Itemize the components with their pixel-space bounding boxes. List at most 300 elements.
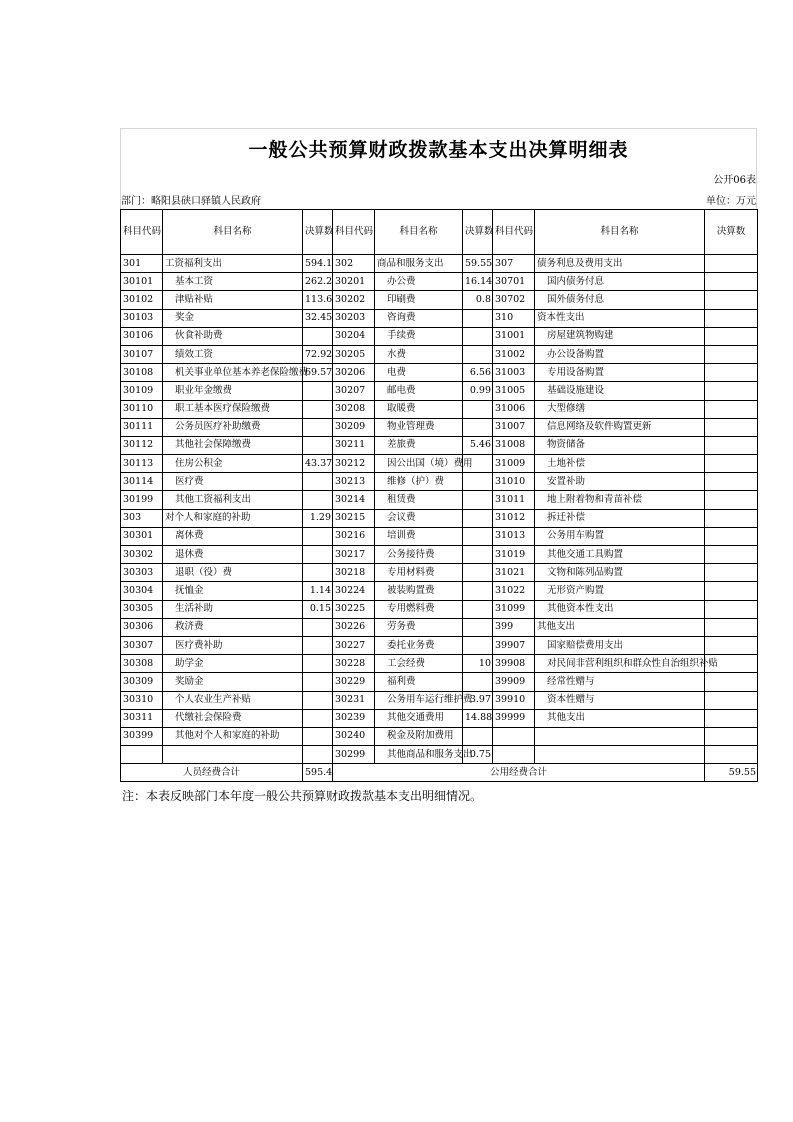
cell-code-3: 31022 <box>493 582 535 600</box>
header-amount-3: 决算数 <box>705 210 758 255</box>
cell-code-1: 30110 <box>121 400 163 418</box>
report-title: 一般公共预算财政拨款基本支出决算明细表 <box>248 138 629 161</box>
header-name-2: 科目名称 <box>375 210 463 255</box>
cell-amount-2 <box>463 564 493 582</box>
cell-code-1: 30102 <box>121 291 163 309</box>
cell-amount-1: 32.45 <box>303 309 333 327</box>
cell-name-2: 印刷费 <box>375 291 463 309</box>
cell-name-1: 职工基本医疗保险缴费 <box>163 400 303 418</box>
table-row <box>121 582 758 600</box>
cell-name-1: 对个人和家庭的补助 <box>163 509 303 527</box>
cell-code-1: 30310 <box>121 691 163 709</box>
table-row <box>121 400 758 418</box>
table-row <box>121 746 758 764</box>
table-row <box>121 455 758 473</box>
cell-name-2: 工会经费 <box>375 655 463 673</box>
cell-name-1: 退职（役）费 <box>163 564 303 582</box>
cell-code-2: 30240 <box>333 727 375 745</box>
cell-name-3: 专用设备购置 <box>535 364 705 382</box>
cell-code-1: 30113 <box>121 455 163 473</box>
cell-name-3: 信息网络及软件购置更新 <box>535 418 705 436</box>
table-row <box>121 709 758 727</box>
cell-code-1: 30199 <box>121 491 163 509</box>
cell-name-1: 基本工资 <box>163 273 303 291</box>
cell-amount-3 <box>705 727 758 745</box>
cell-code-3: 31007 <box>493 418 535 436</box>
cell-code-2: 30229 <box>333 673 375 691</box>
table-row <box>121 473 758 491</box>
cell-name-3: 资本性赠与 <box>535 691 705 709</box>
cell-amount-2 <box>463 546 493 564</box>
cell-amount-3 <box>705 636 758 654</box>
cell-name-1: 伙食补助费 <box>163 327 303 345</box>
cell-amount-1: 0.15 <box>303 600 333 618</box>
cell-name-2: 租赁费 <box>375 491 463 509</box>
cell-amount-1: 1.14 <box>303 582 333 600</box>
cell-name-1: 奖励金 <box>163 673 303 691</box>
cell-amount-3 <box>705 491 758 509</box>
cell-amount-1 <box>303 546 333 564</box>
cell-amount-1 <box>303 618 333 636</box>
cell-amount-2 <box>463 491 493 509</box>
cell-code-3: 31003 <box>493 364 535 382</box>
cell-code-3: 39907 <box>493 636 535 654</box>
report-sheet <box>120 128 757 804</box>
table-row <box>121 673 758 691</box>
table-row <box>121 418 758 436</box>
cell-amount-3 <box>705 291 758 309</box>
cell-name-3: 债务利息及费用支出 <box>535 255 705 273</box>
cell-amount-3 <box>705 436 758 454</box>
cell-amount-2: 6.56 <box>463 364 493 382</box>
header-name-1: 科目名称 <box>163 210 303 255</box>
cell-amount-2 <box>463 727 493 745</box>
cell-amount-2 <box>463 473 493 491</box>
cell-name-2: 会议费 <box>375 509 463 527</box>
cell-code-2: 30206 <box>333 364 375 382</box>
cell-name-1: 其他工资福利支出 <box>163 491 303 509</box>
cell-name-1: 职业年金缴费 <box>163 382 303 400</box>
cell-amount-1 <box>303 473 333 491</box>
cell-name-2: 其他交通费用 <box>375 709 463 727</box>
cell-code-2: 30299 <box>333 746 375 764</box>
cell-name-3: 公务用车购置 <box>535 527 705 545</box>
cell-amount-1 <box>303 673 333 691</box>
cell-name-3: 其他交通工具购置 <box>535 546 705 564</box>
cell-name-1: 机关事业单位基本养老保险缴费 <box>163 364 303 382</box>
cell-amount-1 <box>303 636 333 654</box>
cell-code-2: 302 <box>333 255 375 273</box>
cell-name-2: 税金及附加费用 <box>375 727 463 745</box>
cell-code-1: 30304 <box>121 582 163 600</box>
cell-name-2: 取暖费 <box>375 400 463 418</box>
cell-code-1: 30307 <box>121 636 163 654</box>
cell-name-1: 医疗费补助 <box>163 636 303 654</box>
personnel-total-label: 人员经费合计 <box>121 764 303 782</box>
cell-code-3: 31099 <box>493 600 535 618</box>
cell-name-2: 手续费 <box>375 327 463 345</box>
cell-code-1: 30301 <box>121 527 163 545</box>
cell-name-3: 办公设备购置 <box>535 345 705 363</box>
cell-name-3: 物资储备 <box>535 436 705 454</box>
personnel-total-value: 595.4 <box>303 764 333 782</box>
cell-amount-2 <box>463 582 493 600</box>
cell-amount-3 <box>705 455 758 473</box>
cell-amount-2 <box>463 327 493 345</box>
cell-code-3: 399 <box>493 618 535 636</box>
cell-code-3: 31002 <box>493 345 535 363</box>
cell-code-2: 30214 <box>333 491 375 509</box>
cell-code-2: 30228 <box>333 655 375 673</box>
cell-amount-3 <box>705 364 758 382</box>
table-row <box>121 291 758 309</box>
table-row <box>121 600 758 618</box>
table-row <box>121 509 758 527</box>
cell-code-1: 30106 <box>121 327 163 345</box>
cell-code-2: 30213 <box>333 473 375 491</box>
cell-code-2: 30227 <box>333 636 375 654</box>
cell-code-3: 31019 <box>493 546 535 564</box>
cell-code-3: 31009 <box>493 455 535 473</box>
cell-amount-1 <box>303 400 333 418</box>
cell-amount-2 <box>463 418 493 436</box>
cell-name-3: 地上附着物和青苗补偿 <box>535 491 705 509</box>
cell-name-2: 公务用车运行维护费 <box>375 691 463 709</box>
cell-code-1: 30112 <box>121 436 163 454</box>
meta-row <box>120 189 757 209</box>
cell-amount-1 <box>303 491 333 509</box>
cell-name-1: 个人农业生产补贴 <box>163 691 303 709</box>
cell-amount-3 <box>705 582 758 600</box>
cell-name-2: 电费 <box>375 364 463 382</box>
cell-amount-1 <box>303 691 333 709</box>
cell-amount-1 <box>303 418 333 436</box>
cell-code-3: 30702 <box>493 291 535 309</box>
cell-amount-3 <box>705 691 758 709</box>
cell-amount-1 <box>303 436 333 454</box>
table-row <box>121 618 758 636</box>
cell-name-1: 津贴补贴 <box>163 291 303 309</box>
header-amount-1: 决算数 <box>303 210 333 255</box>
table-row <box>121 527 758 545</box>
table-header-row <box>121 210 758 255</box>
cell-code-2: 30231 <box>333 691 375 709</box>
table-row <box>121 564 758 582</box>
cell-name-1: 住房公积金 <box>163 455 303 473</box>
cell-code-3: 30701 <box>493 273 535 291</box>
cell-code-2: 30211 <box>333 436 375 454</box>
cell-code-1: 30306 <box>121 618 163 636</box>
table-row <box>121 255 758 273</box>
table-row <box>121 364 758 382</box>
cell-code-1: 30309 <box>121 673 163 691</box>
cell-amount-3 <box>705 527 758 545</box>
cell-amount-2 <box>463 636 493 654</box>
table-row <box>121 345 758 363</box>
cell-code-3: 307 <box>493 255 535 273</box>
cell-code-1: 30303 <box>121 564 163 582</box>
cell-amount-2: 10 <box>463 655 493 673</box>
header-code-3: 科目代码 <box>493 210 535 255</box>
expenditure-table <box>120 209 758 782</box>
cell-name-3: 房屋建筑物购建 <box>535 327 705 345</box>
cell-name-2: 咨询费 <box>375 309 463 327</box>
cell-name-3: 基础设施建设 <box>535 382 705 400</box>
cell-name-1: 奖金 <box>163 309 303 327</box>
header-code-2: 科目代码 <box>333 210 375 255</box>
cell-name-3 <box>535 727 705 745</box>
cell-code-1: 30103 <box>121 309 163 327</box>
cell-name-3: 大型修缮 <box>535 400 705 418</box>
cell-code-1: 30305 <box>121 600 163 618</box>
cell-name-1: 其他对个人和家庭的补助 <box>163 727 303 745</box>
cell-name-2: 差旅费 <box>375 436 463 454</box>
cell-amount-2 <box>463 309 493 327</box>
cell-name-3: 国外债务付息 <box>535 291 705 309</box>
cell-amount-3 <box>705 546 758 564</box>
table-row <box>121 636 758 654</box>
cell-code-1: 30311 <box>121 709 163 727</box>
cell-code-2: 30203 <box>333 309 375 327</box>
cell-name-2: 邮电费 <box>375 382 463 400</box>
cell-name-2: 维修（护）费 <box>375 473 463 491</box>
cell-amount-2: 3.97 <box>463 691 493 709</box>
unit-label: 单位：万元 <box>706 195 756 207</box>
cell-amount-2 <box>463 345 493 363</box>
cell-amount-2: 0.8 <box>463 291 493 309</box>
cell-name-3 <box>535 746 705 764</box>
header-code-1: 科目代码 <box>121 210 163 255</box>
cell-name-3: 其他资本性支出 <box>535 600 705 618</box>
cell-name-2: 福利费 <box>375 673 463 691</box>
cell-amount-2: 14.88 <box>463 709 493 727</box>
cell-amount-1 <box>303 564 333 582</box>
table-row <box>121 727 758 745</box>
cell-name-3: 资本性支出 <box>535 309 705 327</box>
cell-amount-1: 262.2 <box>303 273 333 291</box>
cell-name-1: 绩效工资 <box>163 345 303 363</box>
cell-code-1: 30101 <box>121 273 163 291</box>
cell-name-2: 商品和服务支出 <box>375 255 463 273</box>
table-row <box>121 309 758 327</box>
cell-code-2: 30208 <box>333 400 375 418</box>
cell-code-3: 31012 <box>493 509 535 527</box>
table-row <box>121 691 758 709</box>
cell-code-1: 30302 <box>121 546 163 564</box>
cell-code-1: 30399 <box>121 727 163 745</box>
cell-amount-2 <box>463 527 493 545</box>
cell-amount-1 <box>303 327 333 345</box>
cell-code-3: 31010 <box>493 473 535 491</box>
cell-name-3: 对民间非营利组织和群众性自治组织补贴 <box>535 655 705 673</box>
cell-name-2: 水费 <box>375 345 463 363</box>
title-row <box>120 128 757 167</box>
cell-amount-1: 72.92 <box>303 345 333 363</box>
cell-name-2: 公务接待费 <box>375 546 463 564</box>
cell-name-3: 经常性赠与 <box>535 673 705 691</box>
cell-name-3: 其他支出 <box>535 618 705 636</box>
cell-amount-3 <box>705 273 758 291</box>
cell-code-2: 30205 <box>333 345 375 363</box>
table-row <box>121 491 758 509</box>
cell-code-2: 30226 <box>333 618 375 636</box>
cell-name-1: 公务员医疗补助缴费 <box>163 418 303 436</box>
table-row <box>121 436 758 454</box>
cell-amount-2: 0.99 <box>463 382 493 400</box>
cell-code-2: 30209 <box>333 418 375 436</box>
cell-code-2: 30204 <box>333 327 375 345</box>
cell-code-2: 30239 <box>333 709 375 727</box>
table-row <box>121 327 758 345</box>
cell-amount-3 <box>705 309 758 327</box>
cell-name-2: 其他商品和服务支出 <box>375 746 463 764</box>
table-row <box>121 273 758 291</box>
cell-amount-1: 43.37 <box>303 455 333 473</box>
cell-code-2: 30212 <box>333 455 375 473</box>
cell-code-2: 30215 <box>333 509 375 527</box>
cell-amount-2: 16.14 <box>463 273 493 291</box>
cell-amount-1 <box>303 382 333 400</box>
table-row <box>121 382 758 400</box>
cell-name-1: 救济费 <box>163 618 303 636</box>
cell-name-3: 文物和陈列品购置 <box>535 564 705 582</box>
cell-name-2: 培训费 <box>375 527 463 545</box>
cell-amount-3 <box>705 255 758 273</box>
table-body <box>121 255 758 764</box>
cell-name-1: 生活补助 <box>163 600 303 618</box>
cell-code-2: 30225 <box>333 600 375 618</box>
cell-code-3: 310 <box>493 309 535 327</box>
cell-code-1 <box>121 746 163 764</box>
cell-amount-2: 0.75 <box>463 746 493 764</box>
cell-name-3: 安置补助 <box>535 473 705 491</box>
cell-name-2: 物业管理费 <box>375 418 463 436</box>
cell-name-3: 其他支出 <box>535 709 705 727</box>
cell-amount-1: 69.57 <box>303 364 333 382</box>
cell-name-1: 医疗费 <box>163 473 303 491</box>
cell-name-3: 国内债务付息 <box>535 273 705 291</box>
public-total-value: 59.55 <box>705 764 758 782</box>
cell-code-3: 31011 <box>493 491 535 509</box>
cell-code-3: 39999 <box>493 709 535 727</box>
department-label: 部门：略阳县硖口驿镇人民政府 <box>121 195 261 207</box>
cell-name-1: 代缴社会保险费 <box>163 709 303 727</box>
table-code-row <box>120 167 757 189</box>
cell-amount-2 <box>463 600 493 618</box>
cell-name-1: 助学金 <box>163 655 303 673</box>
cell-code-1: 30308 <box>121 655 163 673</box>
table-row <box>121 655 758 673</box>
cell-amount-1 <box>303 709 333 727</box>
cell-name-3: 土地补偿 <box>535 455 705 473</box>
header-amount-2: 决算数 <box>463 210 493 255</box>
cell-amount-1 <box>303 746 333 764</box>
cell-amount-3 <box>705 418 758 436</box>
cell-amount-1 <box>303 727 333 745</box>
cell-name-2: 专用材料费 <box>375 564 463 582</box>
cell-code-2: 30224 <box>333 582 375 600</box>
cell-name-3: 无形资产购置 <box>535 582 705 600</box>
cell-code-1: 30107 <box>121 345 163 363</box>
public-total-label: 公用经费合计 <box>333 764 705 782</box>
cell-name-2: 因公出国（境）费用 <box>375 455 463 473</box>
cell-name-2: 委托业务费 <box>375 636 463 654</box>
header-name-3: 科目名称 <box>535 210 705 255</box>
cell-code-3: 31008 <box>493 436 535 454</box>
cell-code-3: 31006 <box>493 400 535 418</box>
table-code: 公开06表 <box>713 174 756 186</box>
cell-name-2: 专用燃料费 <box>375 600 463 618</box>
cell-amount-2: 5.46 <box>463 436 493 454</box>
cell-amount-2 <box>463 618 493 636</box>
cell-name-3: 国家赔偿费用支出 <box>535 636 705 654</box>
cell-amount-3 <box>705 382 758 400</box>
cell-code-3: 31021 <box>493 564 535 582</box>
cell-amount-3 <box>705 564 758 582</box>
cell-name-1: 抚恤金 <box>163 582 303 600</box>
cell-amount-3 <box>705 746 758 764</box>
cell-amount-2: 59.55 <box>463 255 493 273</box>
cell-amount-3 <box>705 600 758 618</box>
cell-code-2: 30202 <box>333 291 375 309</box>
cell-code-1: 30111 <box>121 418 163 436</box>
cell-amount-1: 594.1 <box>303 255 333 273</box>
cell-code-1: 301 <box>121 255 163 273</box>
cell-code-1: 303 <box>121 509 163 527</box>
cell-code-2: 30218 <box>333 564 375 582</box>
cell-amount-3 <box>705 673 758 691</box>
cell-amount-1: 113.6 <box>303 291 333 309</box>
cell-amount-3 <box>705 327 758 345</box>
totals-row <box>121 764 758 782</box>
cell-amount-3 <box>705 618 758 636</box>
cell-name-1: 退休费 <box>163 546 303 564</box>
cell-amount-3 <box>705 400 758 418</box>
cell-name-3: 拆迁补偿 <box>535 509 705 527</box>
cell-name-2: 被装购置费 <box>375 582 463 600</box>
cell-code-3: 31001 <box>493 327 535 345</box>
cell-code-1: 30108 <box>121 364 163 382</box>
cell-amount-3 <box>705 709 758 727</box>
cell-name-2: 劳务费 <box>375 618 463 636</box>
cell-amount-2 <box>463 509 493 527</box>
cell-name-2: 办公费 <box>375 273 463 291</box>
cell-name-1: 其他社会保障缴费 <box>163 436 303 454</box>
cell-code-2: 30207 <box>333 382 375 400</box>
cell-name-1: 离休费 <box>163 527 303 545</box>
cell-name-1: 工资福利支出 <box>163 255 303 273</box>
cell-code-3 <box>493 746 535 764</box>
footnote: 注：本表反映部门本年度一般公共预算财政拨款基本支出明细情况。 <box>122 789 483 804</box>
cell-amount-3 <box>705 345 758 363</box>
cell-code-3 <box>493 727 535 745</box>
cell-code-3: 39910 <box>493 691 535 709</box>
cell-code-3: 31013 <box>493 527 535 545</box>
cell-amount-3 <box>705 509 758 527</box>
cell-code-3: 39908 <box>493 655 535 673</box>
cell-amount-1 <box>303 655 333 673</box>
cell-amount-3 <box>705 473 758 491</box>
cell-code-1: 30114 <box>121 473 163 491</box>
cell-code-3: 31005 <box>493 382 535 400</box>
cell-amount-2 <box>463 400 493 418</box>
cell-amount-2 <box>463 673 493 691</box>
cell-name-1 <box>163 746 303 764</box>
table-row <box>121 546 758 564</box>
cell-code-3: 39909 <box>493 673 535 691</box>
cell-code-2: 30216 <box>333 527 375 545</box>
cell-code-2: 30217 <box>333 546 375 564</box>
